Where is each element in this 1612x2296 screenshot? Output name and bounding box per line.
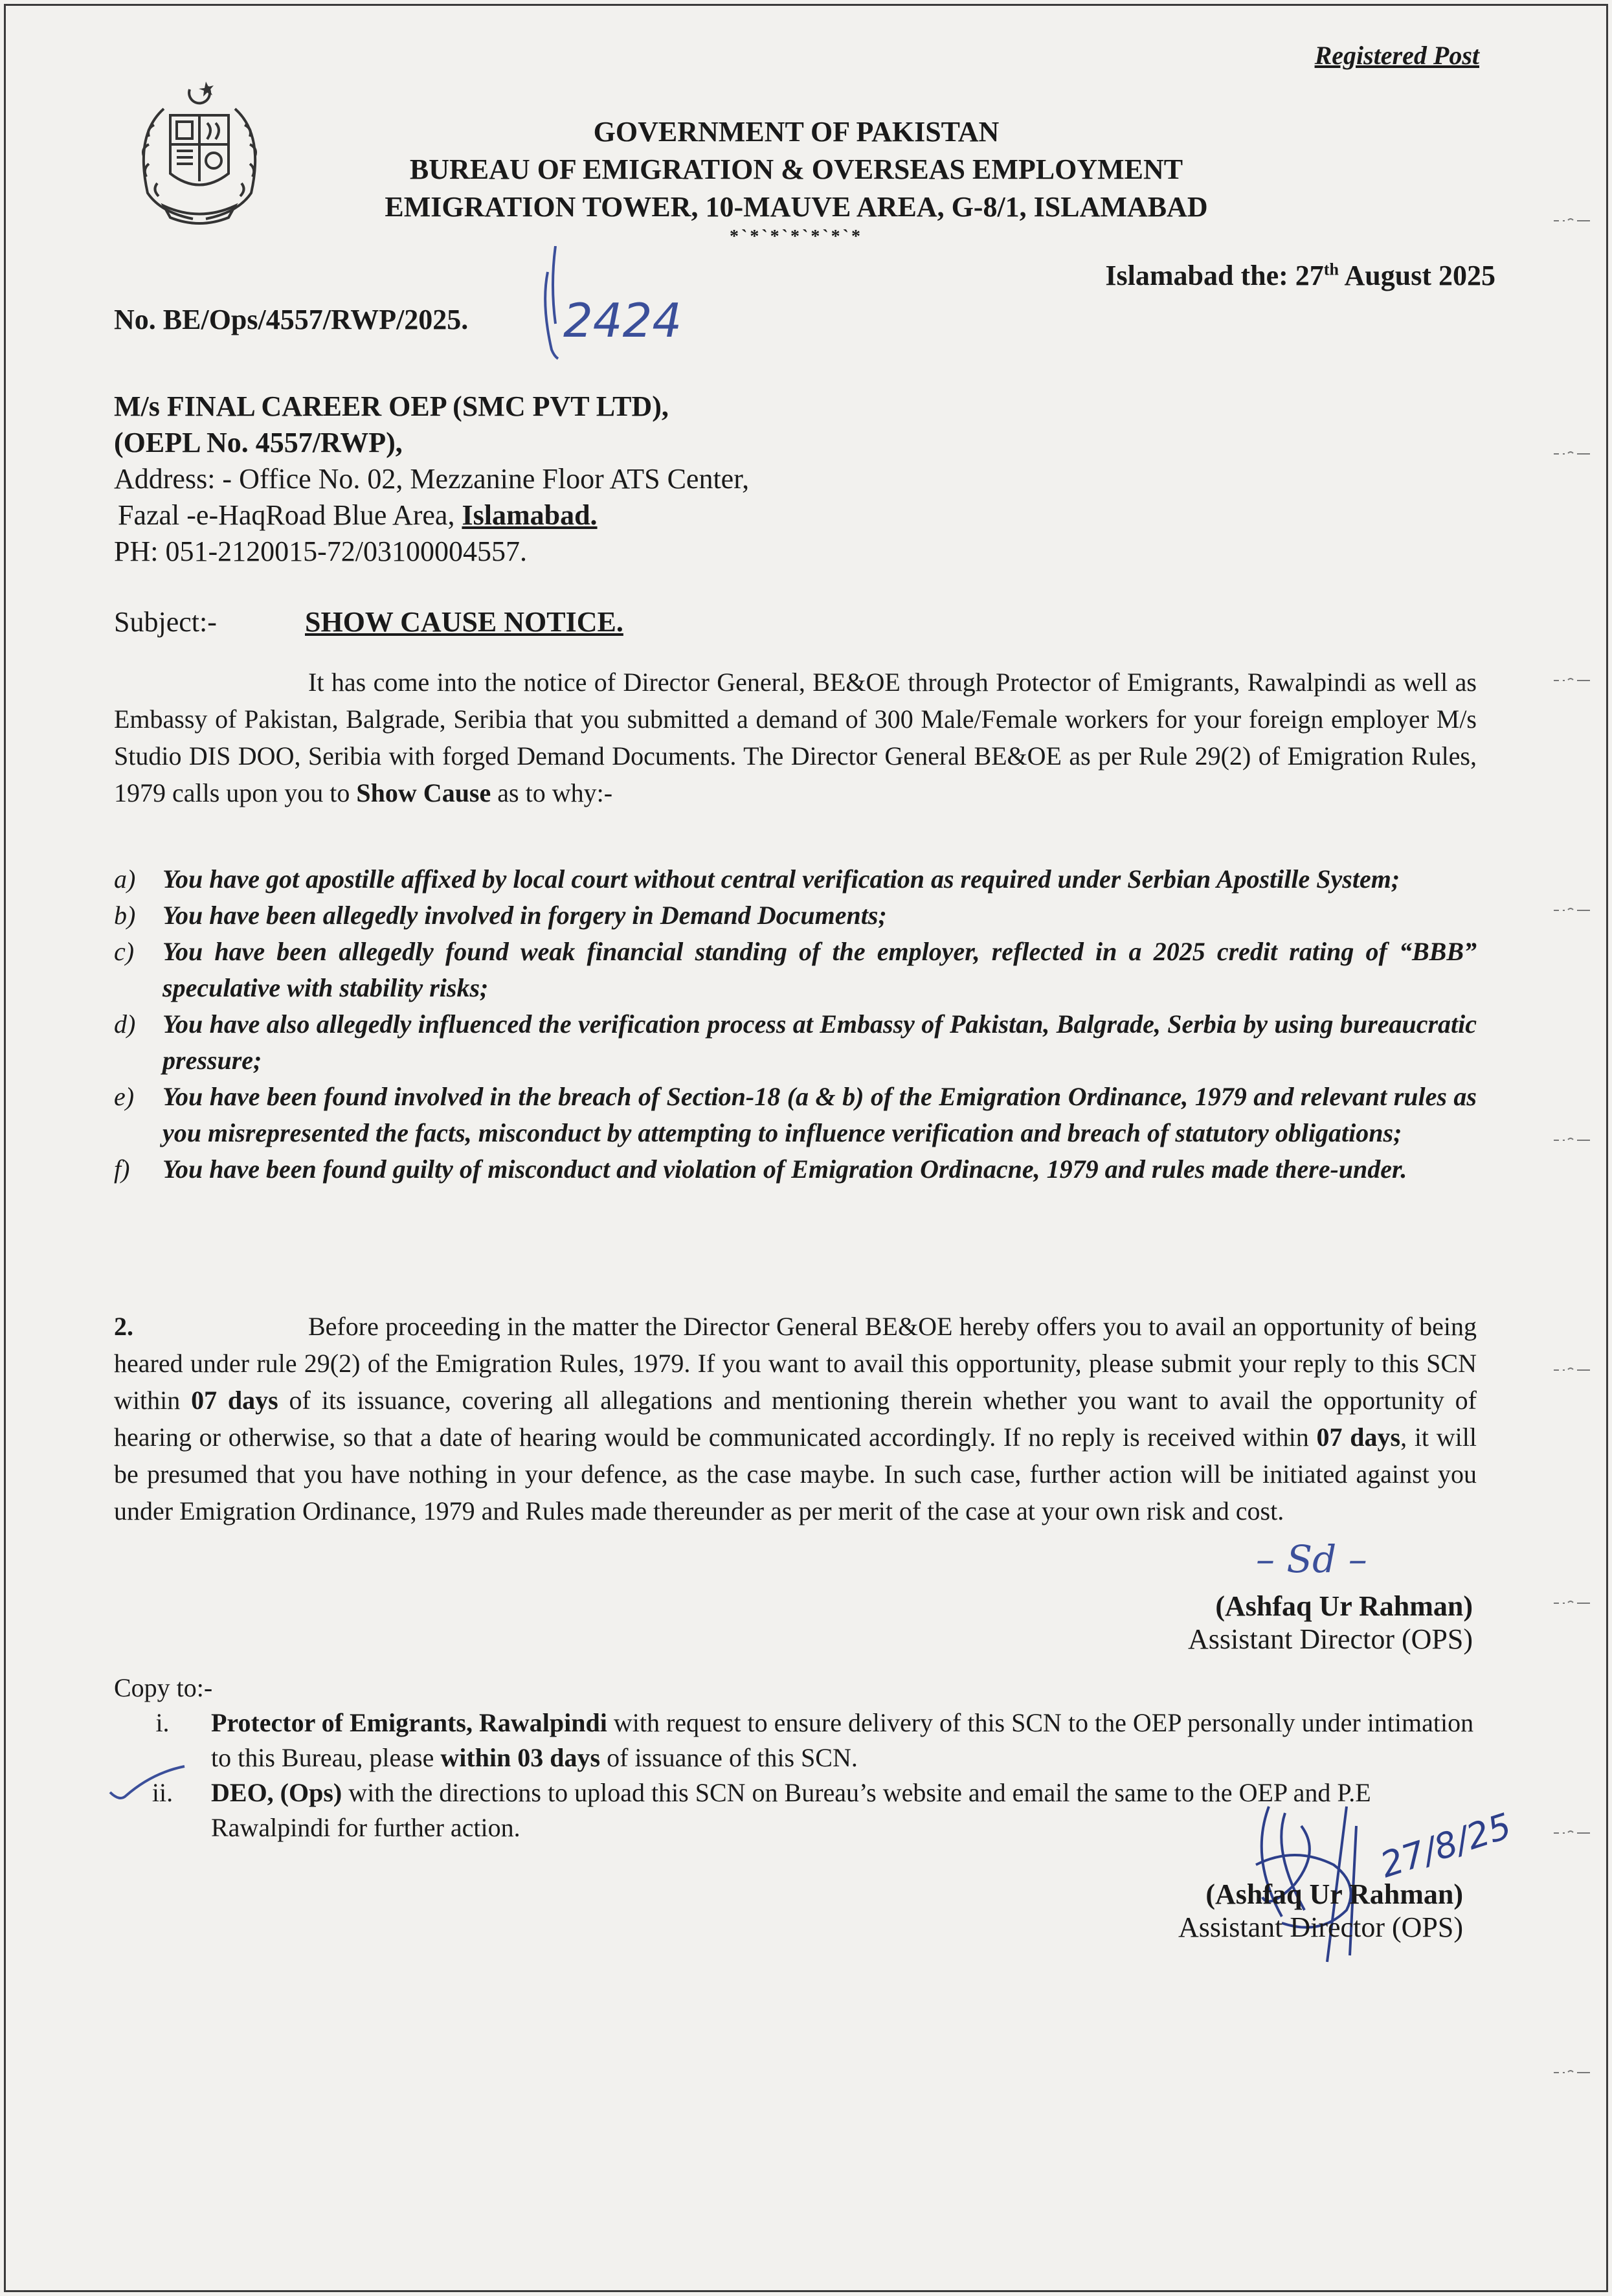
date-prefix: Islamabad the: 27 — [1105, 260, 1324, 291]
subject-line — [114, 605, 623, 638]
letterhead-line-2: BUREAU OF EMIGRATION & OVERSEAS EMPLOYMENT — [409, 153, 1183, 185]
paragraph-2-bold-1: 07 days — [191, 1386, 278, 1415]
list-item — [114, 1151, 1477, 1187]
handwritten-ref-text: 2424 — [563, 293, 682, 348]
list-item — [114, 934, 1477, 1006]
copy-text: with request to ensure delivery of this SCN to the OEP personally under intimation to this Bureau, please — [211, 1708, 1474, 1772]
list-text: You have been found guilty of misconduct and violation of Emigration Ordinacne, 1979 and rules made there-under. — [162, 1154, 1407, 1184]
list-text — [211, 1705, 1477, 1775]
signatory-title-2: Assistant Director (OPS) — [1178, 1911, 1463, 1943]
signatory-name-2: (Ashfaq Ur Rahman) — [1205, 1878, 1463, 1910]
paragraph-2-text-1: Before proceeding in the matter the Director General BE&OE hereby offers you to avail an opportunity of being heared under rule 29(2) of the Emigration Rules, 1979. If you want to avail this opportunity, please submit your reply to this SCN within — [114, 1312, 1477, 1415]
list-text: You have been found involved in the breach of Section-18 (a & b) of the Emigration Ordinance, 1979 and relevant rules as you misrepresented the facts, misconduct by attempting to influence verification and breach of statutory obligations; — [162, 1082, 1477, 1147]
paragraph-2-number: 2. — [114, 1312, 133, 1341]
scan-mark — [1554, 450, 1593, 456]
list-item — [114, 1705, 1477, 1775]
addressee-block — [114, 388, 749, 570]
addressee-name: M/s FINAL CAREER OEP (SMC PVT LTD), — [114, 390, 669, 422]
addressee-address-2 — [114, 497, 749, 534]
signatory-title-1: Assistant Director (OPS) — [1188, 1623, 1473, 1655]
scan-edge-marks — [1541, 0, 1593, 2296]
issue-date — [1105, 259, 1495, 292]
subject-value: SHOW CAUSE NOTICE. — [305, 606, 623, 638]
copy-recipient: Protector of Emigrants, Rawalpindi — [211, 1708, 607, 1737]
signature-date: 27/8/25 — [1375, 1805, 1517, 1886]
paragraph-1-tail: as to why:- — [491, 778, 613, 807]
addressee-address-1: Address: - Office No. 02, Mezzanine Floor ATS Center, — [114, 463, 750, 495]
list-marker: c) — [114, 937, 135, 966]
reference-number: No. BE/Ops/4557/RWP/2025. — [114, 304, 469, 335]
letterhead-line-3: EMIGRATION TOWER, 10-MAUVE AREA, G-8/1, ISLAMABAD — [385, 191, 1208, 223]
paragraph-2 — [114, 1308, 1477, 1529]
paragraph-2-text-3: , it will be presumed that you have nothing in your defence, as the case maybe. In such case, further action will be initiated against you under Emigration Ordinance, 1979 and Rules made thereunder as per merit of the case at your own risk and cost. — [114, 1423, 1477, 1525]
addressee-license: (OEPL No. 4557/RWP), — [114, 427, 403, 458]
address-street: Fazal -e-HaqRoad Blue Area, — [118, 499, 462, 531]
list-marker: e) — [114, 1082, 135, 1111]
paragraph-2-text-2: of its issuance, covering all allegations and mentioning therein whether you want to avail the opportunity of hearing or otherwise, so that a date of hearing would be communicated accordingly. If no reply is received within — [114, 1386, 1477, 1452]
sd-text: – Sd – — [1256, 1537, 1367, 1581]
copy-text: with the directions to upload this SCN on Bureau’s website and email the same to the OEP and P.E Rawalpindi for further action. — [211, 1778, 1371, 1842]
list-item — [114, 1006, 1477, 1079]
scan-mark — [1554, 1136, 1593, 1143]
scan-mark — [1554, 677, 1593, 683]
addressee-phone: PH: 051-2120015-72/03100004557. — [114, 535, 527, 567]
list-marker: i. — [155, 1708, 170, 1737]
list-item — [114, 897, 1477, 934]
list-text: You have also allegedly influenced the verification process at Embassy of Pakistan, Balgrade, Serbia by using bureaucratic pressure; — [162, 1009, 1477, 1075]
scan-mark — [1554, 906, 1593, 913]
letterhead — [0, 113, 1593, 248]
list-marker: f) — [114, 1154, 130, 1184]
date-superscript: th — [1323, 260, 1339, 279]
allegations-list — [114, 861, 1477, 1187]
list-text: You have been allegedly involved in forgery in Demand Documents; — [162, 901, 887, 930]
scan-mark — [1554, 2069, 1593, 2075]
sd-handwritten-mark — [1256, 1535, 1411, 1586]
address-city: Islamabad. — [462, 499, 598, 531]
list-marker: d) — [114, 1009, 136, 1039]
list-text: You have got apostille affixed by local court without central verification as required under Serbian Apostille System; — [162, 864, 1400, 894]
letterhead-stars: *`*`*`*`*`*`* — [730, 227, 863, 247]
paragraph-1-bold: Show Cause — [356, 778, 491, 807]
list-marker: a) — [114, 864, 136, 894]
list-marker: b) — [114, 901, 136, 930]
list-item — [114, 861, 1477, 897]
paragraph-2-bold-2: 07 days — [1316, 1423, 1401, 1452]
tick-mark-icon — [104, 1760, 201, 1805]
scan-mark — [1554, 1599, 1593, 1606]
date-suffix: August 2025 — [1338, 260, 1495, 291]
signature-block-2 — [1178, 1878, 1463, 1944]
list-text: You have been allegedly found weak financial standing of the employer, reflected in a 2025 credit rating of “BBB” speculative with stability risks; — [162, 937, 1477, 1002]
copy-recipient: DEO, (Ops) — [211, 1778, 342, 1807]
letterhead-line-1: GOVERNMENT OF PAKISTAN — [593, 116, 1000, 148]
scan-mark — [1554, 1366, 1593, 1373]
scan-mark — [1554, 217, 1593, 223]
copy-tail: of issuance of this SCN. — [600, 1743, 858, 1772]
scan-mark — [1554, 1829, 1593, 1836]
list-item — [114, 1079, 1477, 1151]
signature-block-1 — [1188, 1590, 1473, 1656]
copy-to-label: Copy to:- — [114, 1673, 213, 1702]
registered-post-label: Registered Post — [1314, 41, 1479, 70]
signatory-name-1: (Ashfaq Ur Rahman) — [1215, 1590, 1473, 1622]
paragraph-1 — [114, 664, 1477, 811]
handwritten-reference — [536, 246, 704, 376]
paragraph-1-text: It has come into the notice of Director General, BE&OE through Protector of Emigrants, Rawalpindi as well as Embassy of Pakistan, Balgrade, Seribia that you submitted a demand of 300 Male/Female workers for your foreign employer M/s Studio DIS DOO, Seribia with forged Demand Documents. The Director General BE&OE as per Rule 29(2) of Emigration Rules, 1979 calls upon you to — [114, 668, 1477, 807]
copy-bold: within 03 days — [440, 1743, 601, 1772]
subject-label: Subject:- — [114, 606, 217, 638]
list-marker: ii. — [151, 1778, 174, 1807]
